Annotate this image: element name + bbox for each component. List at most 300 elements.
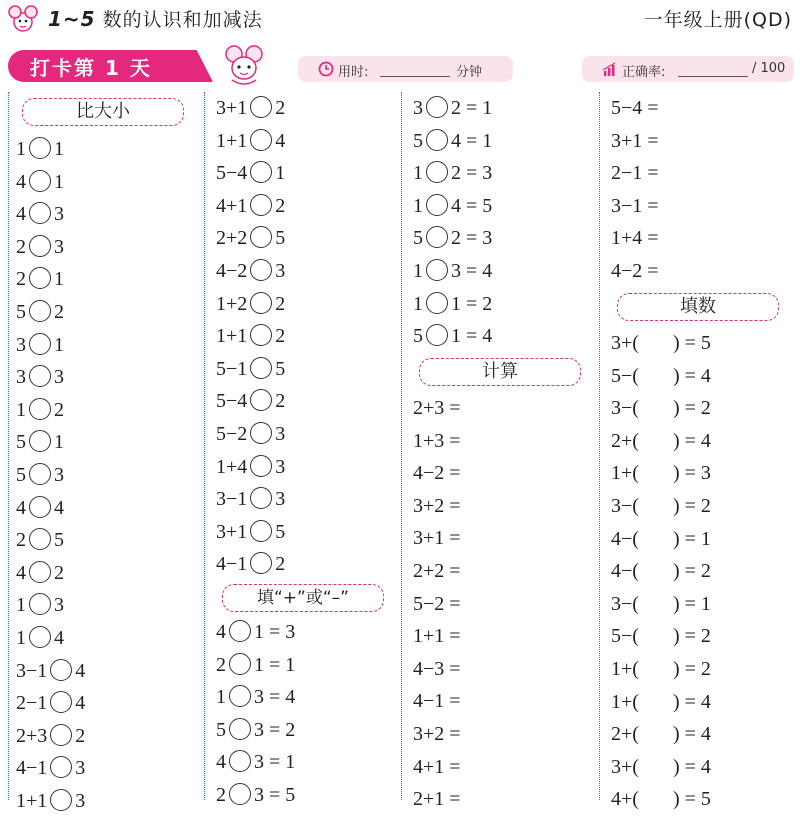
left-operand: 1 [216, 686, 226, 709]
equation-left: 2+( [611, 429, 639, 452]
answer-circle[interactable] [29, 430, 51, 452]
right-operand: 2 [54, 301, 64, 323]
left-operand: 2−1 [16, 692, 48, 715]
right-operand: 4 [54, 496, 64, 519]
equation: 1+4 = [611, 227, 659, 250]
answer-circle[interactable] [29, 170, 51, 192]
left-operand: 3+1 [216, 97, 248, 119]
grade-label: 一年级上册(QD) [643, 9, 792, 31]
exercise-row [216, 548, 285, 580]
equation-right: ) = 2 [672, 560, 711, 583]
exercise-row [413, 288, 492, 320]
answer-circle[interactable] [29, 202, 51, 224]
exercise-row [413, 620, 461, 652]
equation: 3+2 = [413, 723, 461, 745]
exercise-row [16, 785, 85, 817]
answer-circle[interactable] [426, 194, 448, 216]
left-operand: 4−1 [16, 757, 48, 780]
exercise-row [611, 620, 711, 652]
answer-circle[interactable] [250, 357, 272, 379]
answer-circle[interactable] [50, 659, 72, 681]
exercise-row [216, 157, 285, 189]
exercise-row [611, 555, 711, 587]
answer-circle[interactable] [29, 496, 51, 518]
exercise-row [611, 125, 659, 157]
answer-circle[interactable] [250, 194, 272, 216]
left-operand: 2 [216, 784, 226, 806]
answer-circle[interactable] [50, 724, 72, 746]
exercise-row [16, 263, 64, 295]
exercise-row [16, 329, 64, 361]
exercise-row [216, 746, 295, 778]
exercise-row [611, 157, 659, 189]
exercise-row [16, 589, 64, 621]
exercise-row [611, 392, 711, 424]
exercise-row [16, 426, 64, 458]
exercise-row [16, 459, 64, 491]
exercise-row [413, 555, 461, 587]
equation-left: 5−( [611, 364, 639, 387]
answer-circle[interactable] [29, 626, 51, 648]
equation-right: ) = 4 [672, 723, 711, 746]
exercise-row [413, 522, 461, 554]
answer-circle[interactable] [250, 324, 272, 346]
answer-circle[interactable] [426, 324, 448, 346]
right-operand: 1 [54, 431, 64, 454]
right-side: 2 = 1 [451, 97, 493, 119]
answer-circle[interactable] [29, 398, 51, 420]
left-operand: 1+1 [216, 325, 248, 348]
day-label: 打卡第 1 天 [30, 56, 152, 80]
exercise-row [16, 687, 85, 719]
right-operand: 1 [275, 162, 286, 185]
right-operand: 4 [75, 692, 86, 715]
left-operand: 4 [216, 621, 226, 643]
answer-circle[interactable] [29, 137, 51, 159]
right-operand: 4 [54, 627, 64, 649]
left-operand: 4−2 [216, 260, 248, 282]
right-operand: 3 [54, 235, 64, 258]
equation: 4−1 = [413, 690, 461, 713]
answer-circle[interactable] [229, 718, 251, 740]
exercise-row [216, 681, 295, 713]
equation: 3+1 = [611, 129, 659, 152]
answer-circle[interactable] [250, 422, 272, 444]
right-operand: 3 [75, 790, 86, 812]
exercise-row [413, 457, 461, 489]
answer-circle[interactable] [250, 96, 272, 118]
equation-right: ) = 2 [672, 658, 711, 680]
exercise-row [216, 516, 285, 548]
answer-circle[interactable] [250, 259, 272, 281]
left-operand: 2 [16, 529, 26, 552]
exercise-row [16, 198, 64, 230]
equation-left: 5−( [611, 625, 639, 648]
equation-left: 2+( [611, 723, 639, 746]
right-side: 1 = 1 [254, 653, 296, 676]
equation-right: ) = 5 [672, 332, 711, 354]
right-side: 1 = 4 [451, 325, 493, 348]
equation: 3−1 = [611, 194, 659, 217]
accuracy-total: / 100 [752, 61, 786, 76]
exercise-row [413, 653, 461, 685]
right-operand: 2 [275, 553, 286, 576]
equation: 3+1 = [413, 527, 461, 550]
right-operand: 1 [54, 333, 64, 356]
answer-circle[interactable] [50, 789, 72, 811]
accuracy-label: 正确率: [622, 65, 666, 80]
exercise-row [413, 751, 461, 783]
left-operand: 5 [216, 718, 226, 741]
exercise-row [16, 655, 85, 687]
exercise-row [216, 418, 285, 450]
equation-left: 1+( [611, 462, 639, 485]
exercise-row [16, 133, 64, 165]
right-operand: 5 [275, 357, 286, 380]
exercise-row [611, 490, 711, 522]
exercise-row [413, 255, 492, 287]
exercise-row [216, 288, 285, 320]
answer-circle[interactable] [250, 520, 272, 542]
exercise-row [216, 190, 285, 222]
right-side: 2 = 3 [451, 162, 493, 185]
equation: 4−2 = [413, 462, 461, 485]
exercise-row [413, 783, 461, 815]
exercise-row [611, 523, 711, 555]
equation-left: 1+( [611, 658, 639, 680]
column-divider [204, 92, 205, 800]
left-operand: 4−1 [216, 553, 248, 576]
equation: 2+1 = [413, 788, 461, 811]
column-compare [8, 92, 198, 812]
answer-circle[interactable] [229, 750, 251, 772]
time-input[interactable] [380, 76, 450, 77]
left-operand: 1+4 [216, 455, 248, 478]
equation-left: 4−( [611, 527, 639, 550]
equation-right: ) = 5 [672, 788, 711, 811]
answer-circle[interactable] [426, 226, 448, 248]
left-operand: 1 [16, 138, 26, 160]
unit-range: 1~5 [48, 7, 96, 31]
column-four [603, 92, 793, 811]
column-divider [401, 92, 402, 800]
equation-left: 4+( [611, 788, 639, 811]
left-operand: 5−2 [216, 423, 248, 445]
equation-right: ) = 4 [672, 364, 711, 387]
left-operand: 1 [413, 260, 423, 282]
right-operand: 3 [275, 423, 286, 445]
answer-circle[interactable] [229, 685, 251, 707]
exercise-row [611, 190, 659, 222]
answer-circle[interactable] [29, 463, 51, 485]
right-operand: 2 [275, 292, 286, 315]
left-operand: 5 [413, 129, 423, 152]
left-operand: 1 [16, 594, 26, 617]
exercise-row [216, 92, 285, 124]
clock-icon [318, 61, 334, 77]
answer-circle[interactable] [229, 783, 251, 805]
exercise-row [16, 720, 85, 752]
mouse-mascot-icon [6, 4, 40, 34]
exercise-row [16, 557, 64, 589]
exercise-row [413, 490, 461, 522]
exercise-row [216, 451, 285, 483]
left-operand: 1 [16, 398, 26, 421]
exercise-row [611, 360, 711, 392]
exercise-row [413, 392, 461, 424]
exercise-row [216, 385, 285, 417]
answer-circle[interactable] [250, 455, 272, 477]
left-operand: 5−4 [216, 390, 248, 413]
left-operand: 4 [16, 203, 26, 226]
answer-circle[interactable] [50, 691, 72, 713]
exercise-row [611, 327, 711, 359]
exercise-row [611, 92, 659, 124]
answer-circle[interactable] [29, 528, 51, 550]
equation-left: 3+( [611, 332, 639, 354]
bar-chart-icon [602, 61, 618, 77]
exercise-row [413, 588, 461, 620]
exercise-row [611, 255, 659, 287]
left-operand: 3−1 [16, 659, 48, 682]
left-operand: 1 [16, 627, 26, 649]
right-side: 3 = 4 [254, 686, 296, 709]
left-operand: 5 [413, 227, 423, 250]
answer-circle[interactable] [29, 561, 51, 583]
exercise-row [216, 649, 295, 681]
right-operand: 3 [54, 464, 64, 486]
left-operand: 4 [16, 170, 26, 193]
answer-circle[interactable] [250, 487, 272, 509]
left-operand: 1 [413, 162, 423, 185]
exercise-row [216, 125, 285, 157]
left-operand: 3 [16, 333, 26, 356]
left-operand: 2 [216, 653, 226, 676]
right-operand: 3 [275, 260, 286, 282]
exercise-row [216, 353, 285, 385]
exercise-row [611, 222, 659, 254]
right-operand: 5 [275, 520, 286, 543]
exercise-row [216, 320, 285, 352]
equation-left: 3+( [611, 755, 639, 778]
answer-circle[interactable] [426, 129, 448, 151]
left-operand: 1+2 [216, 292, 248, 315]
right-side: 2 = 3 [451, 227, 493, 250]
answer-circle[interactable] [250, 161, 272, 183]
left-operand: 5−4 [216, 162, 248, 185]
equation-right: ) = 1 [672, 527, 711, 550]
exercise-row [216, 255, 285, 287]
left-operand: 5 [413, 325, 423, 348]
equation: 5−4 = [611, 97, 659, 119]
left-operand: 3 [413, 97, 423, 119]
exercise-row [16, 524, 64, 556]
equation: 4+1 = [413, 755, 461, 778]
exercise-row [413, 190, 492, 222]
left-operand: 4+1 [216, 194, 248, 217]
left-operand: 1 [413, 194, 423, 217]
right-operand: 3 [54, 203, 64, 226]
exercise-row [16, 622, 64, 654]
exercise-row [16, 492, 64, 524]
answer-circle[interactable] [426, 161, 448, 183]
right-operand: 5 [275, 227, 286, 250]
equation-left: 3−( [611, 397, 639, 420]
answer-circle[interactable] [29, 365, 51, 387]
left-operand: 3 [16, 366, 26, 389]
answer-circle[interactable] [29, 333, 51, 355]
right-operand: 1 [54, 170, 64, 193]
accuracy-box [582, 56, 794, 82]
right-operand: 2 [275, 390, 286, 413]
accuracy-input[interactable] [678, 76, 748, 77]
exercise-row [611, 686, 711, 718]
column-two [208, 92, 398, 806]
equation: 1+3 = [413, 429, 461, 452]
right-side: 3 = 1 [254, 751, 296, 774]
time-label: 用时: [338, 65, 369, 80]
left-operand: 5 [16, 431, 26, 454]
left-operand: 1+1 [16, 790, 48, 812]
exercise-row [413, 92, 492, 124]
section-compare: 比大小 [22, 98, 184, 126]
exercise-row [413, 222, 492, 254]
equation-right: ) = 4 [672, 755, 711, 778]
equation-right: ) = 2 [672, 397, 711, 420]
right-operand: 2 [54, 398, 64, 421]
exercise-row [611, 653, 711, 685]
exercise-row [611, 588, 711, 620]
answer-circle[interactable] [250, 226, 272, 248]
right-operand: 1 [54, 138, 64, 160]
answer-circle[interactable] [250, 552, 272, 574]
equation-right: ) = 4 [672, 690, 711, 713]
equation-right: ) = 1 [672, 592, 711, 615]
exercise-row [611, 718, 711, 750]
equation: 1+1 = [413, 625, 461, 648]
equation-right: ) = 3 [672, 462, 711, 485]
column-divider [599, 92, 600, 800]
left-operand: 1+1 [216, 129, 248, 152]
right-operand: 5 [54, 529, 64, 552]
equation-right: ) = 4 [672, 429, 711, 452]
exercise-row [413, 718, 461, 750]
right-operand: 3 [54, 366, 64, 389]
equation: 3+2 = [413, 494, 461, 517]
equation-right: ) = 2 [672, 625, 711, 648]
answer-circle[interactable] [426, 259, 448, 281]
exercise-row [16, 361, 64, 393]
right-side: 1 = 3 [254, 621, 296, 643]
equation-left: 4−( [611, 560, 639, 583]
answer-circle[interactable] [229, 653, 251, 675]
left-operand: 5−1 [216, 357, 248, 380]
left-operand: 3+1 [216, 520, 248, 543]
exercise-row [413, 157, 492, 189]
left-operand: 5 [16, 301, 26, 323]
right-operand: 2 [275, 194, 286, 217]
right-side: 3 = 2 [254, 718, 296, 741]
right-operand: 2 [275, 97, 286, 119]
right-side: 3 = 4 [451, 260, 493, 282]
exercise-row [611, 457, 711, 489]
exercise-row [216, 483, 285, 515]
equation-right: ) = 2 [672, 495, 711, 517]
right-operand: 3 [275, 455, 286, 478]
column-three [405, 92, 595, 811]
exercise-row [413, 685, 461, 717]
right-operand: 3 [75, 757, 86, 780]
answer-circle[interactable] [426, 96, 448, 118]
right-operand: 1 [54, 268, 64, 291]
answer-circle[interactable] [29, 267, 51, 289]
section-compute: 计算 [419, 358, 581, 386]
answer-circle[interactable] [29, 235, 51, 257]
equation-left: 3−( [611, 592, 639, 615]
exercise-row [16, 166, 64, 198]
equation-left: 3−( [611, 495, 639, 517]
answer-circle[interactable] [250, 129, 272, 151]
exercise-row [16, 394, 64, 426]
answer-circle[interactable] [29, 593, 51, 615]
equation: 2−1 = [611, 162, 659, 185]
left-operand: 3−1 [216, 488, 248, 511]
equation-left: 1+( [611, 690, 639, 713]
exercise-row [413, 125, 492, 157]
unit-title [48, 5, 263, 32]
equation: 2+3 = [413, 397, 461, 419]
time-unit: 分钟 [456, 65, 483, 80]
left-operand: 2+3 [16, 724, 48, 747]
answer-circle[interactable] [250, 389, 272, 411]
equation: 4−3 = [413, 657, 461, 680]
equation: 4−2 = [611, 260, 659, 282]
exercise-row [413, 425, 461, 457]
left-operand: 1 [413, 292, 423, 315]
exercise-row [611, 783, 711, 815]
left-operand: 2+2 [216, 227, 248, 250]
answer-circle[interactable] [426, 292, 448, 314]
exercise-row [16, 231, 64, 263]
right-operand: 2 [54, 561, 64, 584]
right-side: 4 = 1 [451, 129, 493, 152]
answer-circle[interactable] [229, 620, 251, 642]
equation: 5−2 = [413, 592, 461, 615]
answer-circle[interactable] [50, 756, 72, 778]
mouse-mascot-icon [212, 44, 272, 88]
answer-circle[interactable] [29, 300, 51, 322]
exercise-row [216, 779, 295, 811]
exercise-row [611, 425, 711, 457]
exercise-row [216, 222, 285, 254]
right-operand: 4 [275, 129, 286, 152]
right-side: 3 = 5 [254, 784, 296, 806]
right-side: 1 = 2 [451, 292, 493, 315]
right-operand: 4 [75, 659, 86, 682]
right-operand: 3 [54, 594, 64, 617]
left-operand: 4 [216, 751, 226, 774]
section-fill-sign: 填“+”或“–” [222, 584, 384, 612]
left-operand: 5 [16, 464, 26, 486]
right-operand: 2 [75, 724, 86, 747]
top-bar [0, 0, 800, 40]
answer-circle[interactable] [250, 292, 272, 314]
exercise-row [413, 320, 492, 352]
exercise-row [16, 296, 64, 328]
unit-topic: 数的认识和加减法 [102, 9, 263, 31]
time-box [298, 56, 513, 82]
exercise-row [16, 752, 85, 784]
